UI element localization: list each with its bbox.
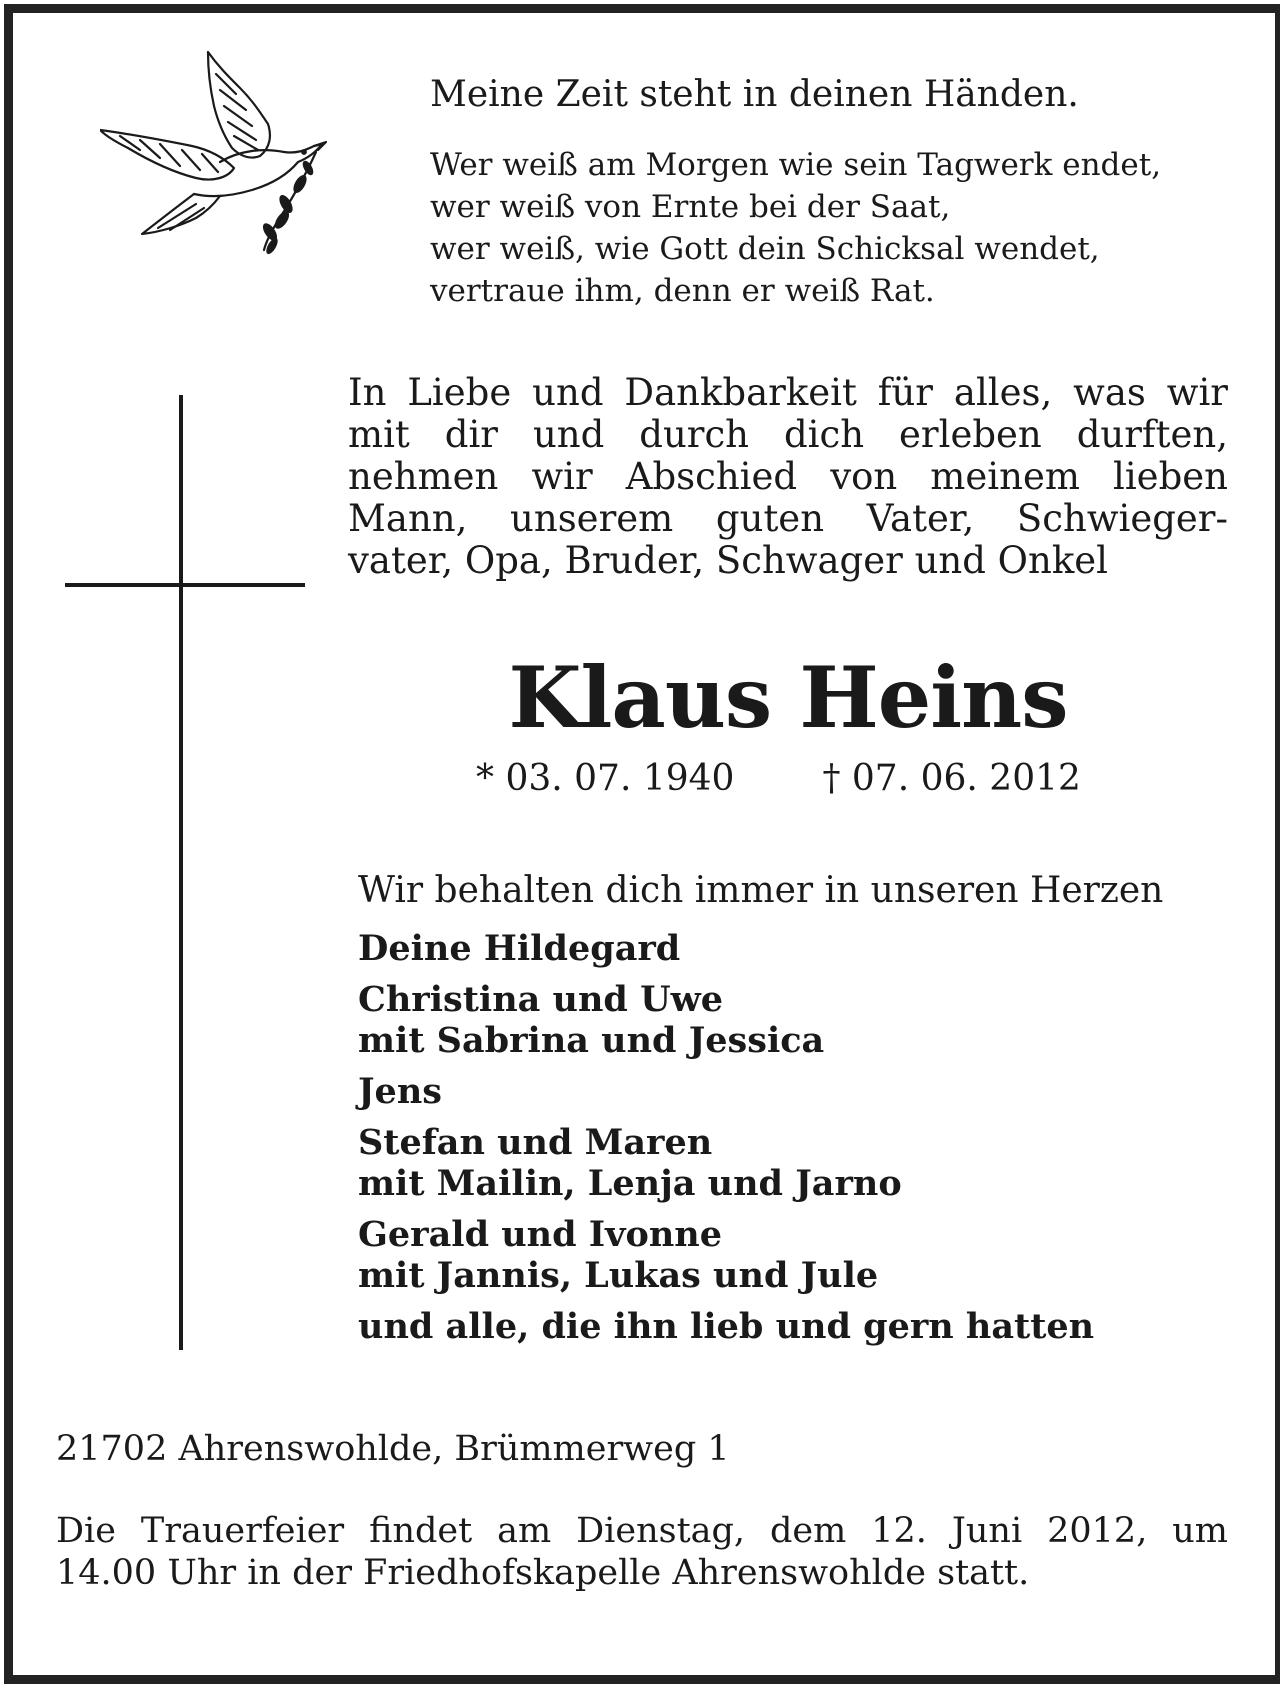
intro-line: In Liebe und Dankbarkeit für alles, was wir xyxy=(348,371,1228,414)
intro-line: Mann, unserem guten Vater, Schwieger- xyxy=(348,497,1228,540)
family-list xyxy=(358,928,1094,1357)
family-group xyxy=(358,979,1094,1061)
closing-line: Wir behalten dich immer in unseren Herzen xyxy=(358,870,1164,911)
family-line: mit Mailin, Lenja und Jarno xyxy=(358,1163,902,1204)
intro-line: vater, Opa, Bruder, Schwager und Onkel xyxy=(348,539,1108,582)
intro-line: nehmen wir Abschied von meinem lieben xyxy=(348,455,1228,498)
intro-line: mit dir und durch dich erleben durften, xyxy=(348,413,1228,456)
death-date: † 07. 06. 2012 xyxy=(822,758,1081,799)
family-group xyxy=(358,1071,1094,1112)
family-group xyxy=(358,1306,1094,1347)
family-line: Gerald und Ivonne xyxy=(358,1214,722,1255)
verse-line: vertraue ihm, denn er weiß Rat. xyxy=(430,273,935,309)
verse-line: wer weiß, wie Gott dein Schicksal wendet, xyxy=(430,231,1100,267)
intro-text xyxy=(348,372,1228,582)
family-line: mit Jannis, Lukas und Jule xyxy=(358,1255,879,1296)
verse-line: wer weiß von Ernte bei der Saat, xyxy=(430,189,951,225)
cross-vertical-beam xyxy=(179,395,183,1350)
family-line: und alle, die ihn lieb und gern hatten xyxy=(358,1306,1095,1347)
cross-horizontal-beam xyxy=(65,583,305,587)
life-dates xyxy=(476,758,1081,800)
family-line: Stefan und Maren xyxy=(358,1122,713,1163)
funeral-service-info xyxy=(56,1510,1228,1594)
family-line: Jens xyxy=(358,1071,442,1112)
family-line: Christina und Uwe xyxy=(358,979,723,1020)
family-line: mit Sabrina und Jessica xyxy=(358,1020,825,1061)
address: 21702 Ahrenswohlde, Brümmerweg 1 xyxy=(56,1429,730,1469)
dove-with-olive-branch-icon xyxy=(100,44,340,259)
service-line: Die Trauerfeier findet am Dienstag, dem 12. Juni 2012, um xyxy=(56,1511,1228,1551)
service-line: 14.00 Uhr in der Friedhofskapelle Ahrenswohlde statt. xyxy=(56,1553,1030,1593)
verse xyxy=(430,144,1161,312)
verse-line: Wer weiß am Morgen wie sein Tagwerk endet, xyxy=(430,147,1162,183)
family-group xyxy=(358,928,1094,969)
family-line: Deine Hildegard xyxy=(358,928,681,969)
family-group xyxy=(358,1214,1094,1296)
deceased-name: Klaus Heins xyxy=(508,648,1068,747)
birth-date: * 03. 07. 1940 xyxy=(476,758,735,799)
family-group xyxy=(358,1122,1094,1204)
verse-title: Meine Zeit steht in deinen Händen. xyxy=(430,74,1079,115)
